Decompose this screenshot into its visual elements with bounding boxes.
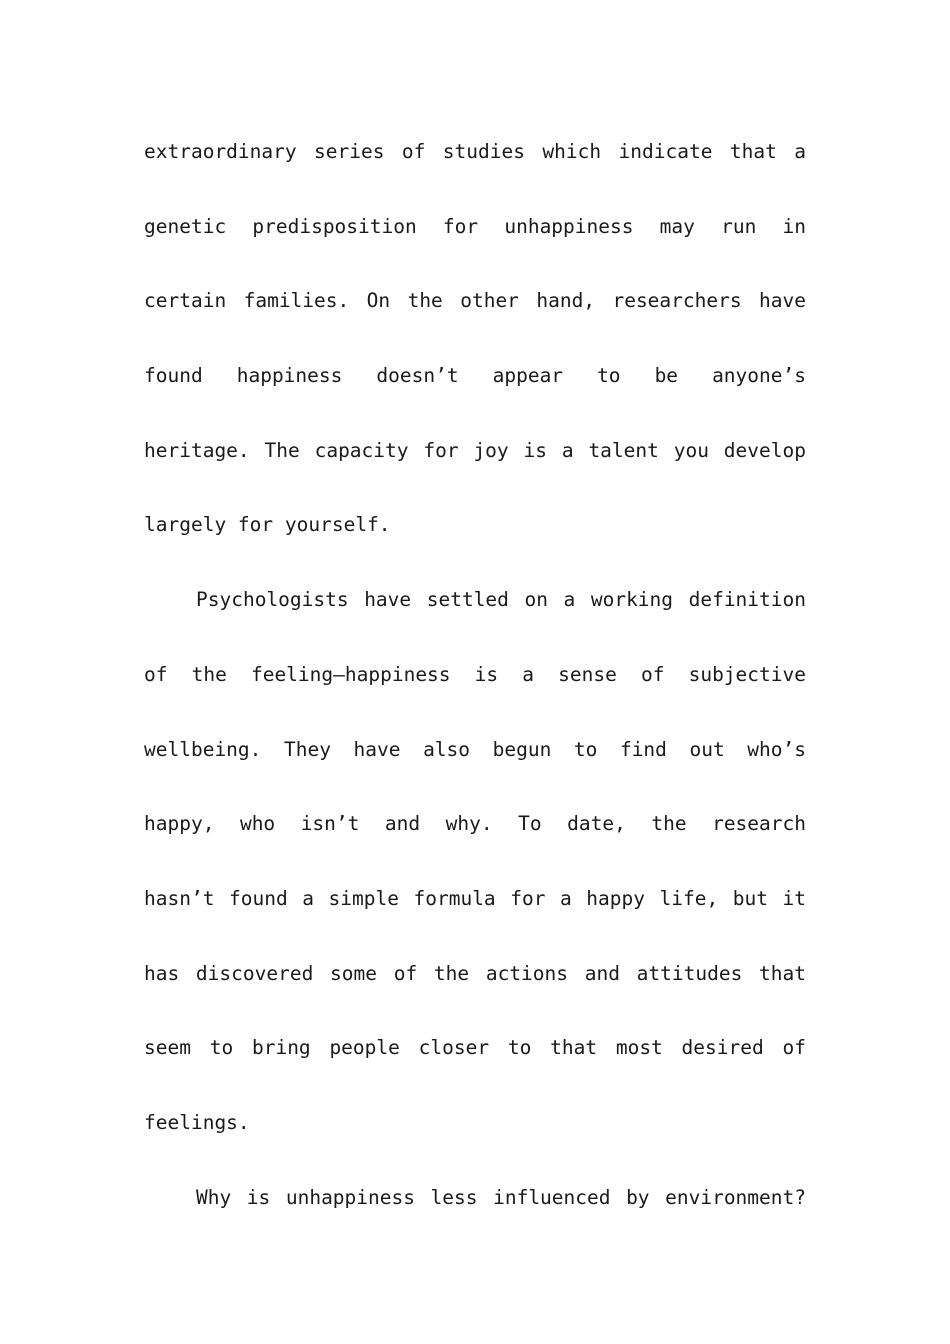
text-line: seem to bring people closer to that most desired of [144,1036,806,1060]
text-line: of the feeling—happiness is a sense of subjective [144,662,806,686]
text-line: wellbeing. They have also begun to find out who’s [144,737,806,761]
text-line: hasn’t found a simple formula for a happy life, but it [144,886,806,910]
text-line: has discovered some of the actions and attitudes that [144,961,806,985]
text-line: extraordinary series of studies which indicate that a [144,140,806,163]
text-line: heritage. The capacity for joy is a talent you develop [144,438,806,462]
text-line: happy, who isn’t and why. To date, the research [144,812,806,836]
text-line: feelings. [144,1110,250,1134]
text-line: genetic predisposition for unhappiness may run in [144,214,806,238]
body-text [144,124,806,1244]
text-line: found happiness doesn’t appear to be anyone’s [144,364,806,388]
text-line: certain families. On the other hand, researchers have [144,289,806,313]
text-line: Why is unhappiness less influenced by environment? [196,1185,806,1209]
text-line: largely for yourself. [144,513,391,537]
text-line: Psychologists have settled on a working definition [196,588,806,612]
